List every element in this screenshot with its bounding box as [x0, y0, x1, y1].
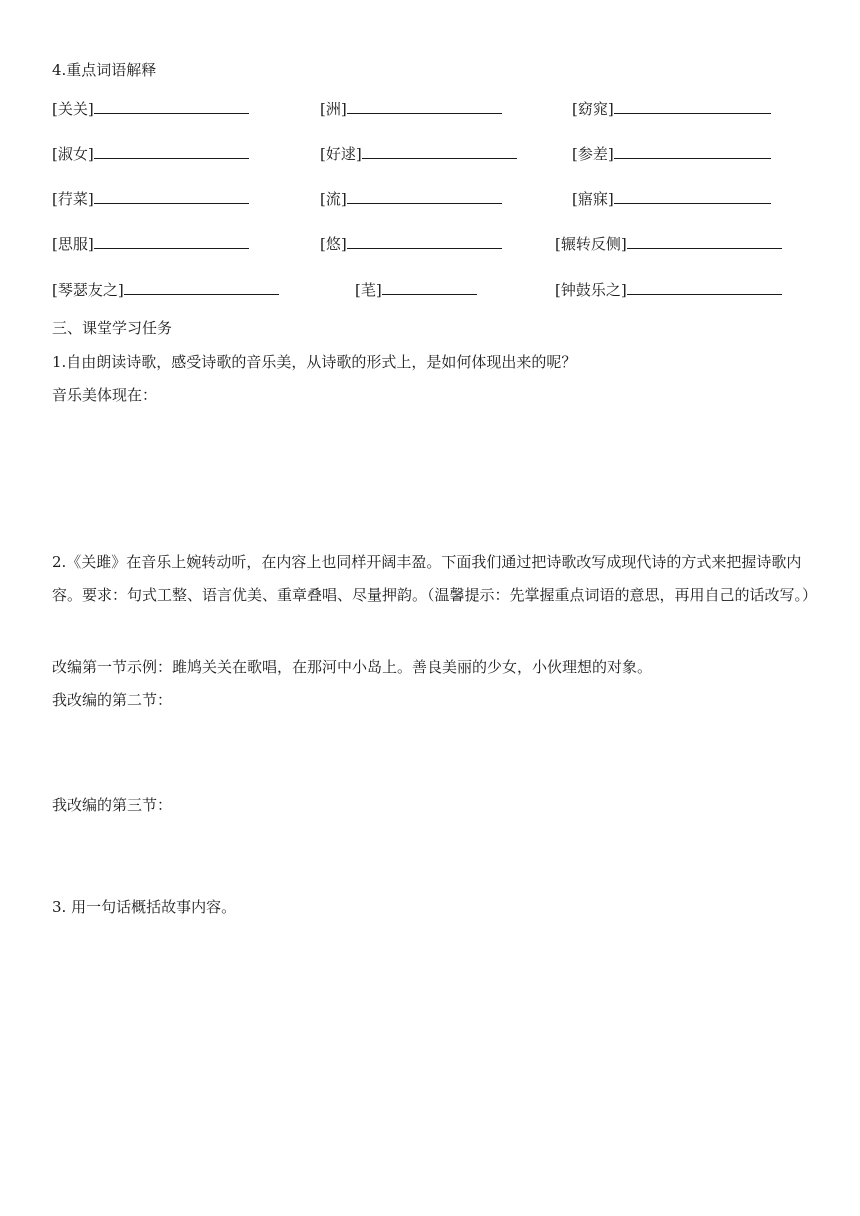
- answer-blank[interactable]: [382, 280, 477, 295]
- vocab-item: [572, 144, 771, 164]
- answer-blank[interactable]: [94, 234, 249, 249]
- vocab-term: [参差]: [572, 145, 614, 163]
- vocab-item: [52, 280, 279, 300]
- task2-example: 改编第一节示例：雎鸠关关在歌唱，在那河中小岛上。善良美丽的少女，小伙理想的对象。: [52, 658, 653, 676]
- vocab-term: [辗转反侧]: [555, 235, 627, 253]
- section-heading-vocab: 4.重点词语解释: [52, 61, 157, 79]
- vocab-item: [320, 99, 502, 119]
- section-heading-tasks: 三、课堂学习任务: [52, 319, 173, 337]
- answer-blank[interactable]: [347, 99, 502, 114]
- vocab-item: [320, 234, 502, 254]
- answer-blank[interactable]: [362, 144, 517, 159]
- task2-stanza3-label: 我改编的第三节：: [52, 796, 173, 814]
- answer-blank[interactable]: [124, 280, 279, 295]
- vocab-item: [320, 144, 517, 164]
- vocab-term: [窈窕]: [572, 100, 614, 118]
- vocab-term: [洲]: [320, 100, 347, 118]
- vocab-item: [355, 280, 477, 300]
- vocab-term: [芼]: [355, 281, 382, 299]
- task2-stanza2-label: 我改编的第二节：: [52, 691, 173, 709]
- vocab-term: [悠]: [320, 235, 347, 253]
- vocab-term: [寤寐]: [572, 190, 614, 208]
- vocab-item: [52, 99, 249, 119]
- vocab-term: [琴瑟友之]: [52, 281, 124, 299]
- task1-question: 1.自由朗读诗歌，感受诗歌的音乐美，从诗歌的形式上，是如何体现出来的呢？: [52, 353, 577, 371]
- answer-blank[interactable]: [627, 280, 782, 295]
- task3-question: 3. 用一句话概括故事内容。: [52, 898, 237, 916]
- answer-blank[interactable]: [627, 234, 782, 249]
- vocab-item: [572, 189, 771, 209]
- answer-blank[interactable]: [94, 99, 249, 114]
- vocab-item: [320, 189, 502, 209]
- answer-blank[interactable]: [614, 99, 771, 114]
- vocab-item: [555, 234, 782, 254]
- vocab-term: [思服]: [52, 235, 94, 253]
- task2-question: 2.《关雎》在音乐上婉转动听，在内容上也同样开阔丰盈。下面我们通过把诗歌改写成现代诗的方式来把握诗歌内容。要求：句式工整、语言优美、重章叠唱、尽量押韵。（温馨提示：先掌握重点词语的意思，再用自己的话改写。）: [52, 553, 818, 604]
- vocab-item: [52, 189, 249, 209]
- vocab-term: [流]: [320, 190, 347, 208]
- vocab-term: [关关]: [52, 100, 94, 118]
- answer-blank[interactable]: [347, 234, 502, 249]
- task1-answer-label: 音乐美体现在：: [52, 386, 158, 404]
- answer-blank[interactable]: [94, 189, 249, 204]
- answer-blank[interactable]: [347, 189, 502, 204]
- vocab-term: [荇菜]: [52, 190, 94, 208]
- vocab-item: [572, 99, 771, 119]
- answer-blank[interactable]: [94, 144, 249, 159]
- vocab-term: [好逑]: [320, 145, 362, 163]
- vocab-item: [52, 234, 249, 254]
- vocab-item: [555, 280, 782, 300]
- vocab-item: [52, 144, 249, 164]
- answer-blank[interactable]: [614, 189, 771, 204]
- vocab-term: [淑女]: [52, 145, 94, 163]
- answer-blank[interactable]: [614, 144, 771, 159]
- vocab-term: [钟鼓乐之]: [555, 281, 627, 299]
